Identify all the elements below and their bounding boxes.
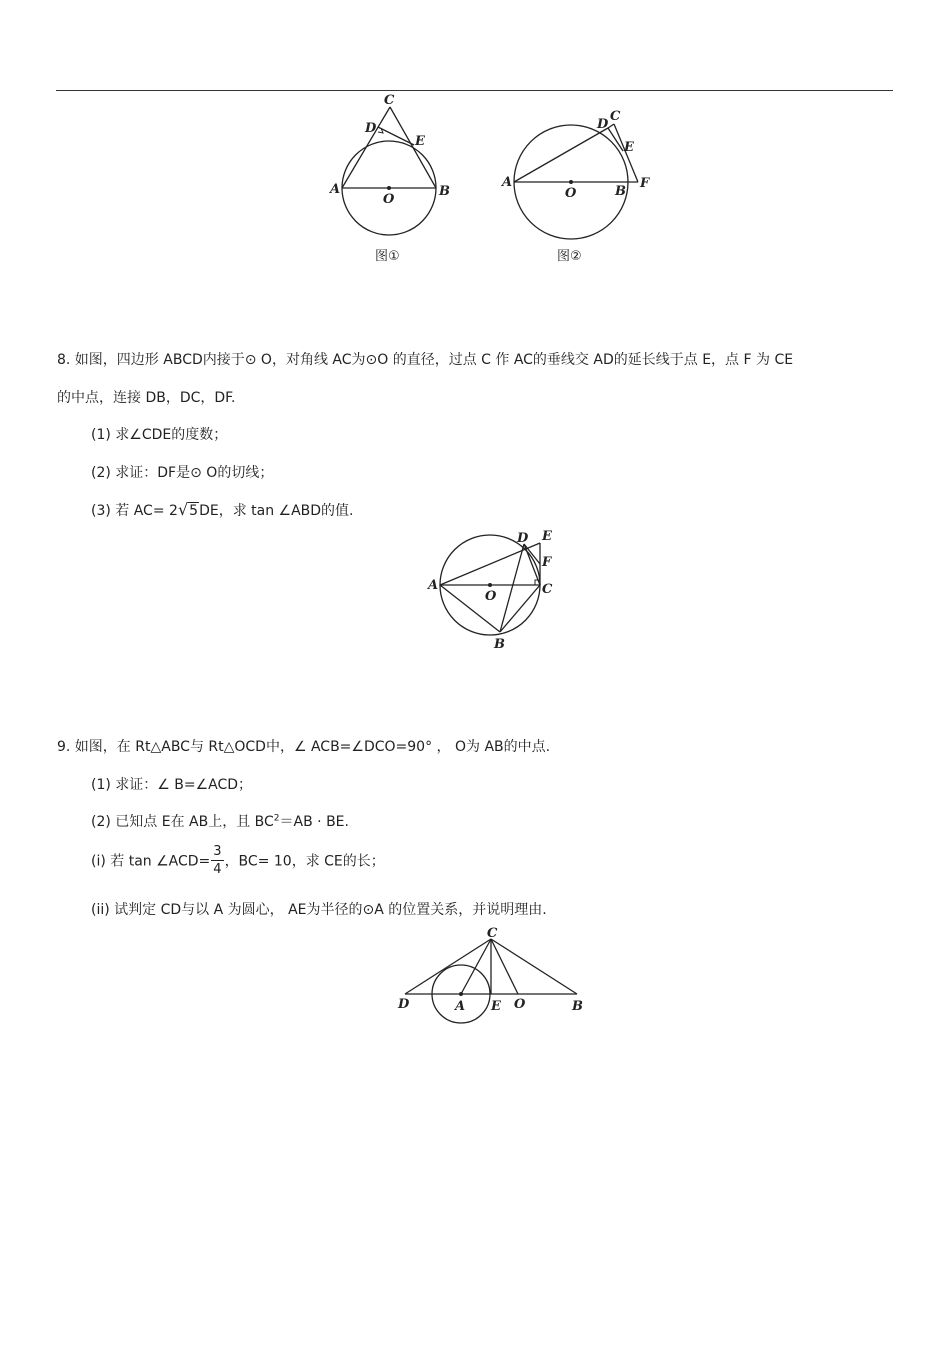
label-o: O [383, 192, 395, 207]
q9-part2-b: ＝AB · BE. [279, 814, 349, 830]
label-e: E [415, 134, 425, 149]
center-dot [569, 180, 573, 184]
q8-part3-a: (3) 若 AC= 2 [91, 503, 178, 519]
label-d: D [398, 997, 410, 1012]
caption-fig2: 图② [557, 249, 582, 264]
label-a: A [330, 182, 341, 197]
center-dot [387, 186, 391, 190]
label-o: O [514, 997, 526, 1012]
label-e: E [542, 529, 552, 544]
segment-bc [390, 107, 436, 188]
figure-q8 [420, 525, 560, 655]
label-d: D [365, 121, 377, 136]
label-o: O [565, 186, 577, 201]
exponent: 2 [273, 813, 280, 824]
sqrt-expression: √5 [177, 500, 199, 519]
segment-de [378, 127, 414, 145]
center-dot [488, 583, 492, 587]
segment-dc [524, 544, 540, 585]
label-b: B [615, 184, 626, 199]
center-dot [459, 992, 463, 996]
q9-part-i-b: ，BC= 10，求 CE的长； [224, 853, 385, 870]
label-o: O [485, 589, 497, 604]
label-b: B [439, 184, 450, 199]
caption-fig1: 图① [375, 249, 400, 264]
fraction-denominator: 4 [213, 862, 222, 877]
label-b: B [494, 637, 505, 652]
q8-part3 [91, 500, 354, 520]
figure-1 [320, 90, 460, 270]
q9-part-i [91, 845, 385, 876]
segment-dc [608, 124, 614, 128]
label-c: C [384, 93, 395, 108]
label-f: F [640, 176, 650, 191]
segment-ca [461, 939, 491, 994]
figure-2 [500, 100, 660, 270]
sqrt-radicand: 5 [189, 503, 199, 519]
q8-part1: (1) 求∠CDE的度数； [91, 427, 228, 443]
q9-part2 [91, 811, 349, 831]
q8-part3-b: DE，求 tan ∠ABD的值. [199, 503, 354, 519]
label-a: A [455, 999, 466, 1014]
q9-part-i-a: (i) 若 tan ∠ACD= [91, 853, 211, 870]
label-a: A [502, 175, 513, 190]
label-c: C [487, 926, 498, 941]
q8-part2: (2) 求证：DF是⊙ O的切线； [91, 465, 274, 481]
label-d: D [517, 531, 529, 546]
label-f: F [542, 555, 552, 570]
q8-line1: 8. 如图，四边形 ABCD内接于⊙ O，对角线 AC为⊙O 的直径，过点 C 作 AC的垂线交 AD的延长线于点 E，点 F 为 CE [57, 352, 794, 368]
label-a: A [428, 578, 439, 593]
segment-ad [514, 128, 608, 182]
segment-ac [342, 107, 390, 188]
segment-cd [405, 939, 491, 994]
q9-part1: (1) 求证：∠ B=∠ACD； [91, 777, 253, 793]
q9-part-ii: (ii) 试判定 CD与以 A 为圆心， AE为半径的⊙A 的位置关系，并说明理由. [91, 902, 547, 918]
q8-line2: 的中点，连接 DB，DC，DF. [57, 390, 236, 406]
label-e: E [624, 140, 634, 155]
label-c: C [610, 109, 621, 124]
fraction-numerator: 3 [213, 844, 222, 859]
label-b: B [572, 999, 583, 1014]
q9-line1: 9. 如图，在 Rt△ABC与 Rt△OCD中，∠ ACB=∠DCO=90° ， O为 AB的中点. [57, 739, 551, 755]
q9-part2-a: (2) 已知点 E在 AB上，且 BC [91, 814, 274, 830]
label-e: E [491, 999, 501, 1014]
fraction [211, 845, 223, 876]
label-c: C [542, 582, 553, 597]
header-rule [56, 90, 893, 91]
label-d: D [597, 117, 609, 132]
figure-q9 [395, 922, 595, 1027]
